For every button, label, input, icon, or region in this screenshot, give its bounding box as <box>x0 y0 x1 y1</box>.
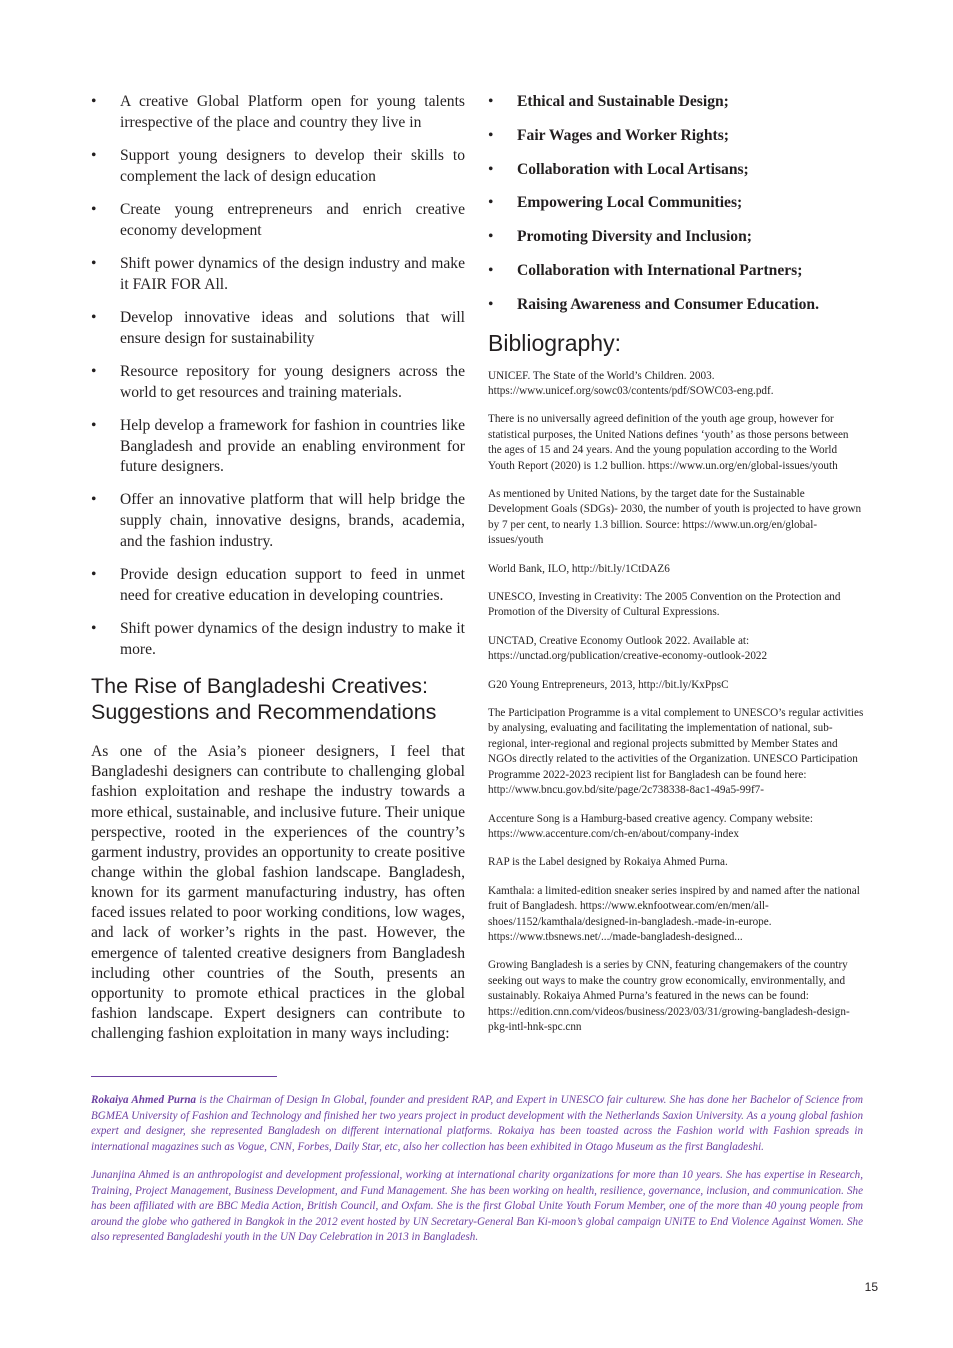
bullet-icon: • <box>91 308 97 326</box>
bullet-icon: • <box>91 362 97 380</box>
bullet-icon: • <box>488 228 494 246</box>
footnote-divider <box>91 1076 277 1077</box>
section-body: As one of the Asia’s pioneer designers, I feel that Bangladeshi designers can contribute to challenging global fashion exploitation and reshape the industry towards a more ethical, sustainable, and inclusive future. Their unique perspective, rooted in the experiences of the country’s garment industry, provides an opportunity to create positive change within the global fashion landscape. Bangladesh, known for its garment manufacturing industry, has often faced issues related to poor working conditions, low wages, and lack of worker’s rights in the past. However, the emergence of talented creative designers from Bangladesh including other countries of the South, presents an opportunity to promote ethical practices in the global fashion landscape. Expert designers can contribute to challenging fashion exploitation in many ways including: <box>91 743 465 1043</box>
bullet-icon: • <box>488 194 494 212</box>
list-item: • A creative Global Platform open for young talents irrespective of the place and country they live in <box>91 93 465 131</box>
list-item: • Collaboration with Local Artisans; <box>488 160 749 178</box>
bibliography-entry: Growing Bangladesh is a series by CNN, featuring changemakers of the country seeking out ways to make the country grow economically, environmentally, and sustainably. Rokaiya Ahmed Purna’s featured in the news can be found: https://edition.cnn.com/videos/business/2023/03/31/growing-bangladesh-design-pkg-intl-hnk-spc.cnn <box>488 959 850 1033</box>
bullet-icon: • <box>91 254 97 272</box>
bibliography-entry: G20 Young Entrepreneurs, 2013, http://bit.ly/KxPpsC <box>488 678 729 691</box>
bibliography-entry: UNICEF. The State of the World’s Children. 2003. https://www.unicef.org/sowc03/contents/pdf/SOWC03-eng.pdf. <box>488 369 774 397</box>
list-item: • Empowering Local Communities; <box>488 194 743 212</box>
contributions-list <box>488 92 864 315</box>
bullet-icon: • <box>488 126 494 144</box>
author-bio <box>91 1093 863 1155</box>
bibliography-entry: Accenture Song is a Hamburg-based creative agency. Company website: https://www.accenture.com/ch-en/about/company-index <box>488 812 813 840</box>
author-bios <box>91 1093 863 1259</box>
list-item: • Collaboration with International Partners; <box>488 261 803 279</box>
bullet-icon: • <box>91 491 97 509</box>
list-item: • Resource repository for young designers across the world to get resources and training materials. <box>91 362 465 401</box>
page-number: 15 <box>864 1280 878 1294</box>
list-item: • Shift power dynamics of the design industry and make it FAIR FOR All. <box>91 254 465 293</box>
right-column <box>488 92 864 1048</box>
list-item: • Provide design education support to feed in unmet need for creative education in developing countries. <box>91 566 465 604</box>
bullet-icon: • <box>91 93 97 110</box>
list-item: • Ethical and Sustainable Design; <box>488 93 729 110</box>
list-item: • Shift power dynamics of the design industry to make it more. <box>91 620 465 658</box>
bibliography-entry: RAP is the Label designed by Rokaiya Ahmed Purna. <box>488 856 728 869</box>
bibliography-entry: UNESCO, Investing in Creativity: The 2005 Convention on the Protection and Promotion of the Diversity of Cultural Expressions. <box>488 591 841 619</box>
bullet-icon: • <box>91 146 97 164</box>
bio-text: Junanjina Ahmed is an anthropologist and development professional, working at international charity organizations for more than 10 years. She has expertise in Research, Training, Project Management, Business Development, and Fund Management. She has been working on health, resilience, governance, inclusion, and communication. She has been affiliated with are BBC Media Action, British Council, and Oxfam. She is the first Global Unite Youth Forum Member, one of the more than 40 young people from around the globe who gathered in Bangkok in the 2012 event hosted by UN Secretary-General Ban Ki-moon’s global campaign UNiTE to End Violence Against Women. She also represented Bangladeshi youth in the UN Day Celebration in 2013 in Bangladesh. <box>91 1169 863 1243</box>
author-name: Rokaiya Ahmed Purna <box>91 1094 197 1106</box>
list-item: • Develop innovative ideas and solutions that will ensure design for sustainability <box>91 308 465 347</box>
bibliography-entry: Kamthala: a limited-edition sneaker series inspired by and named after the national fruit of Bangladesh. https://www.eknfootwear.com/en/men/all-shoes/1152/kamthala/designed-in-bangladesh.-made-in-europe. https://www.tbsnews.net/.../made-bangladesh-designed... <box>488 884 860 943</box>
list-item: • Help develop a framework for fashion in countries like Bangladesh and provide an enabling environment for future designers. <box>91 416 465 476</box>
bio-text: is the Chairman of Design In Global, founder and president RAP, and Expert in UNESCO fair culturew. She has done her Bachelor of Science from BGMEA University of Fashion and Technology and finished her two years project in product development with the Netherlands Saxion University. As a young global fashion expert and designer, she represented Bangladesh on different international platforms. Rokaiya has been toasted across the Fashion world with Fashion spreads in international magazines such as Vogue, CNN, Forbes, Daily Star, etc, also her collection has been exhibited in Otago Museum as the first Bangladeshi. <box>91 1094 863 1153</box>
list-item: • Offer an innovative platform that will help bridge the supply chain, innovative designs, brands, academia, and the fashion industry. <box>91 491 465 550</box>
bibliography-entry: There is no universally agreed definition of the youth age group, however for statistical purposes, the United Nations defines ‘youth’ as those persons between the ages of 15 and 24 years. And the young population according to the World Youth Report (2020) is 1.2 bullion. https://www.un.org/en/global-issues/youth <box>488 413 849 472</box>
bibliography-entry: UNCTAD, Creative Economy Outlook 2022. Available at: https://unctad.org/publication/creative-economy-outlook-2022 <box>488 634 768 663</box>
list-item: • Fair Wages and Worker Rights; <box>488 126 729 144</box>
left-column <box>91 92 465 1044</box>
bullet-icon: • <box>91 200 97 218</box>
bibliography-entry: As mentioned by United Nations, by the target date for the Sustainable Development Goals (SDGs)- 2030, the number of youth is projected to have grown by 7 per cent, to nearly 1.3 billion. Source: https://www.un.org/en/global-issues/youth <box>488 488 862 547</box>
bullet-icon: • <box>488 261 494 279</box>
list-item: • Support young designers to develop their skills to complement the lack of design education <box>91 146 465 185</box>
list-item: • Create young entrepreneurs and enrich creative economy development <box>91 200 465 239</box>
bibliography-entry: World Bank, ILO, http://bit.ly/1CtDAZ6 <box>488 562 670 575</box>
list-item: • Promoting Diversity and Inclusion; <box>488 228 752 246</box>
bullet-icon: • <box>488 160 494 178</box>
bibliography-entry: The Participation Programme is a vital complement to UNESCO’s regular activities by analysing, evaluating and facilitating the implementation of national, sub-regional, inter-regional and regional projects submitted by Member States and NGOs directly related to the activities of the Organization. UNESCO Participation Programme 2022-2023 recipient list for Bangladesh can be found here: http://www.bncu.gov.bd/site/page/2c738338-8ac1-49a5-99f7- <box>488 707 864 797</box>
bullet-icon: • <box>91 620 97 638</box>
bullet-icon: • <box>91 566 97 584</box>
bullet-icon: • <box>488 93 494 110</box>
section-heading: The Rise of Bangladeshi Creatives: Suggestions and Recommendations <box>91 674 437 725</box>
list-item: • Raising Awareness and Consumer Education. <box>488 295 819 313</box>
bibliography-heading: Bibliography: <box>488 329 621 356</box>
bullet-icon: • <box>488 295 494 313</box>
platform-goals-list <box>91 92 465 660</box>
author-bio <box>91 1168 863 1246</box>
bullet-icon: • <box>91 416 97 434</box>
